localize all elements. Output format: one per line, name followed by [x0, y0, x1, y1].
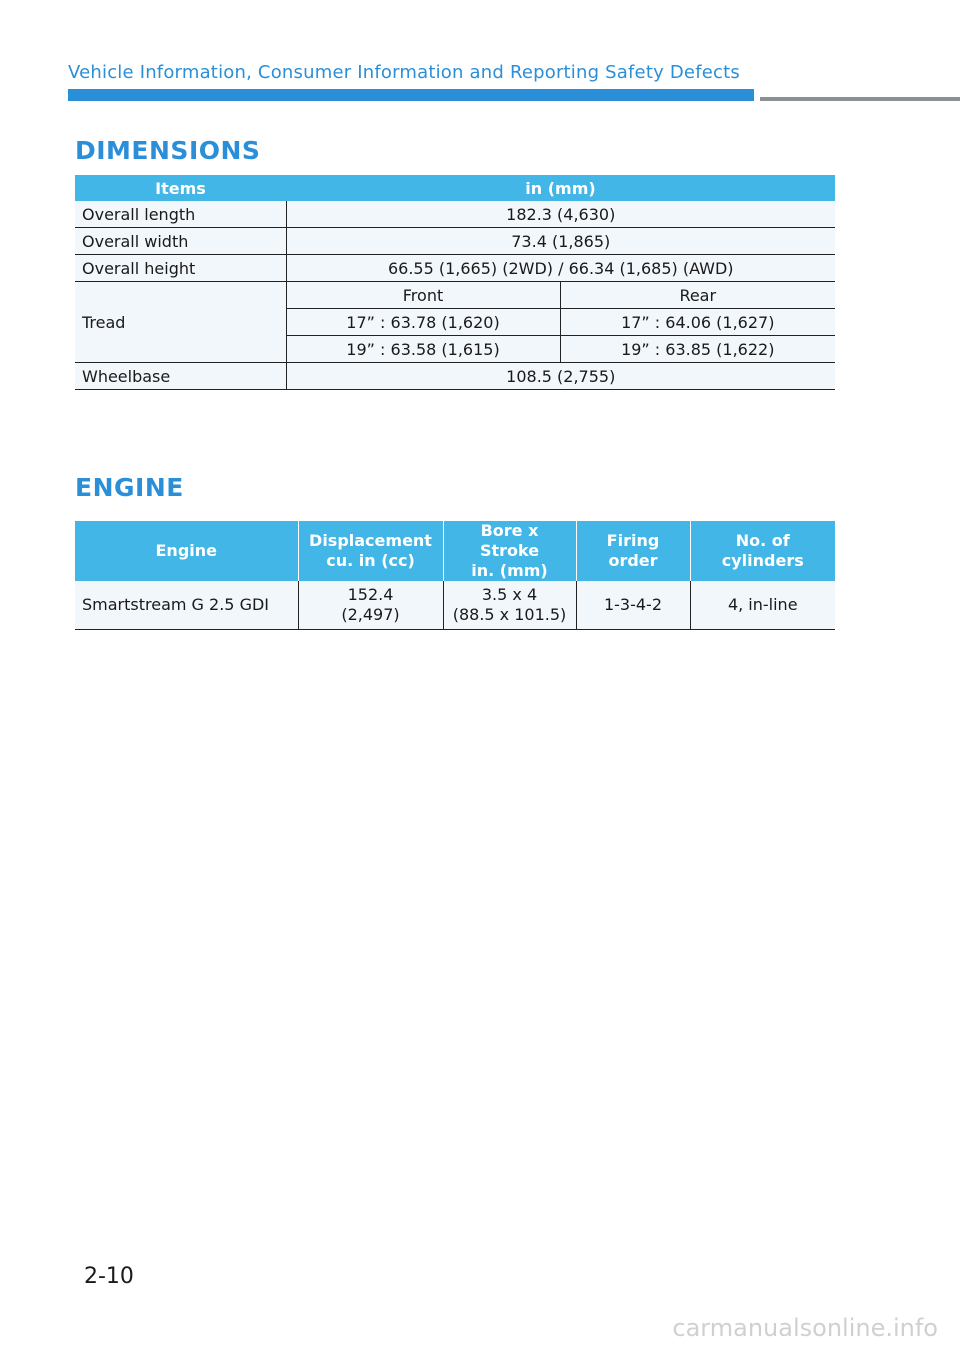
header-bar [68, 89, 754, 101]
table-row [75, 255, 835, 282]
tread-front-header: Front [286, 282, 560, 309]
engine-name: Smartstream G 2.5 GDI [75, 581, 298, 630]
row-value: 73.4 (1,865) [286, 228, 835, 255]
displacement-line1: 152.4 [347, 585, 394, 604]
engine-cylinders: 4, in-line [690, 581, 835, 630]
tread-rear-header: Rear [560, 282, 835, 309]
col-displacement-line1: Displacement [309, 531, 432, 550]
header-title: Vehicle Information, Consumer Information and Reporting Safety Defects [68, 62, 740, 83]
table-row [75, 201, 835, 228]
engine-displacement [298, 581, 443, 630]
row-value: 182.3 (4,630) [286, 201, 835, 228]
col-displacement-line2: cu. in (cc) [326, 551, 415, 570]
table-row [75, 282, 835, 309]
engine-title: ENGINE [75, 473, 184, 502]
row-label: Wheelbase [75, 363, 286, 390]
table-row [75, 228, 835, 255]
col-engine: Engine [75, 521, 298, 581]
bore-line1: 3.5 x 4 [481, 585, 538, 604]
col-displacement [298, 521, 443, 581]
col-firing-order: Firing order [576, 521, 690, 581]
table-row [75, 581, 835, 630]
row-value: 108.5 (2,755) [286, 363, 835, 390]
row-value: 66.55 (1,665) (2WD) / 66.34 (1,685) (AWD) [286, 255, 835, 282]
header-rule [760, 97, 960, 101]
dimensions-title: DIMENSIONS [75, 136, 261, 165]
displacement-line2: (2,497) [341, 605, 400, 624]
col-value: in (mm) [286, 175, 835, 201]
col-bore-stroke [443, 521, 576, 581]
col-cylinders: No. of cylinders [690, 521, 835, 581]
engine-firing-order: 1-3-4-2 [576, 581, 690, 630]
page-number: 2-10 [84, 1264, 134, 1289]
tread-front-17: 17” : 63.78 (1,620) [286, 309, 560, 336]
tread-front-19: 19” : 63.58 (1,615) [286, 336, 560, 363]
table-row [75, 363, 835, 390]
row-label: Tread [75, 282, 286, 363]
tread-rear-19: 19” : 63.85 (1,622) [560, 336, 835, 363]
col-bore-line2: in. (mm) [471, 561, 548, 580]
engine-table [75, 521, 835, 630]
tread-rear-17: 17” : 64.06 (1,627) [560, 309, 835, 336]
dimensions-header-row [75, 175, 835, 201]
engine-bore-stroke [443, 581, 576, 630]
bore-line2: (88.5 x 101.5) [452, 605, 567, 624]
dimensions-table [75, 175, 835, 390]
watermark: carmanualsonline.info [672, 1314, 938, 1342]
row-label: Overall length [75, 201, 286, 228]
row-label: Overall height [75, 255, 286, 282]
row-label: Overall width [75, 228, 286, 255]
col-items: Items [75, 175, 286, 201]
col-bore-line1: Bore x Stroke [479, 521, 540, 560]
engine-header-row [75, 521, 835, 581]
